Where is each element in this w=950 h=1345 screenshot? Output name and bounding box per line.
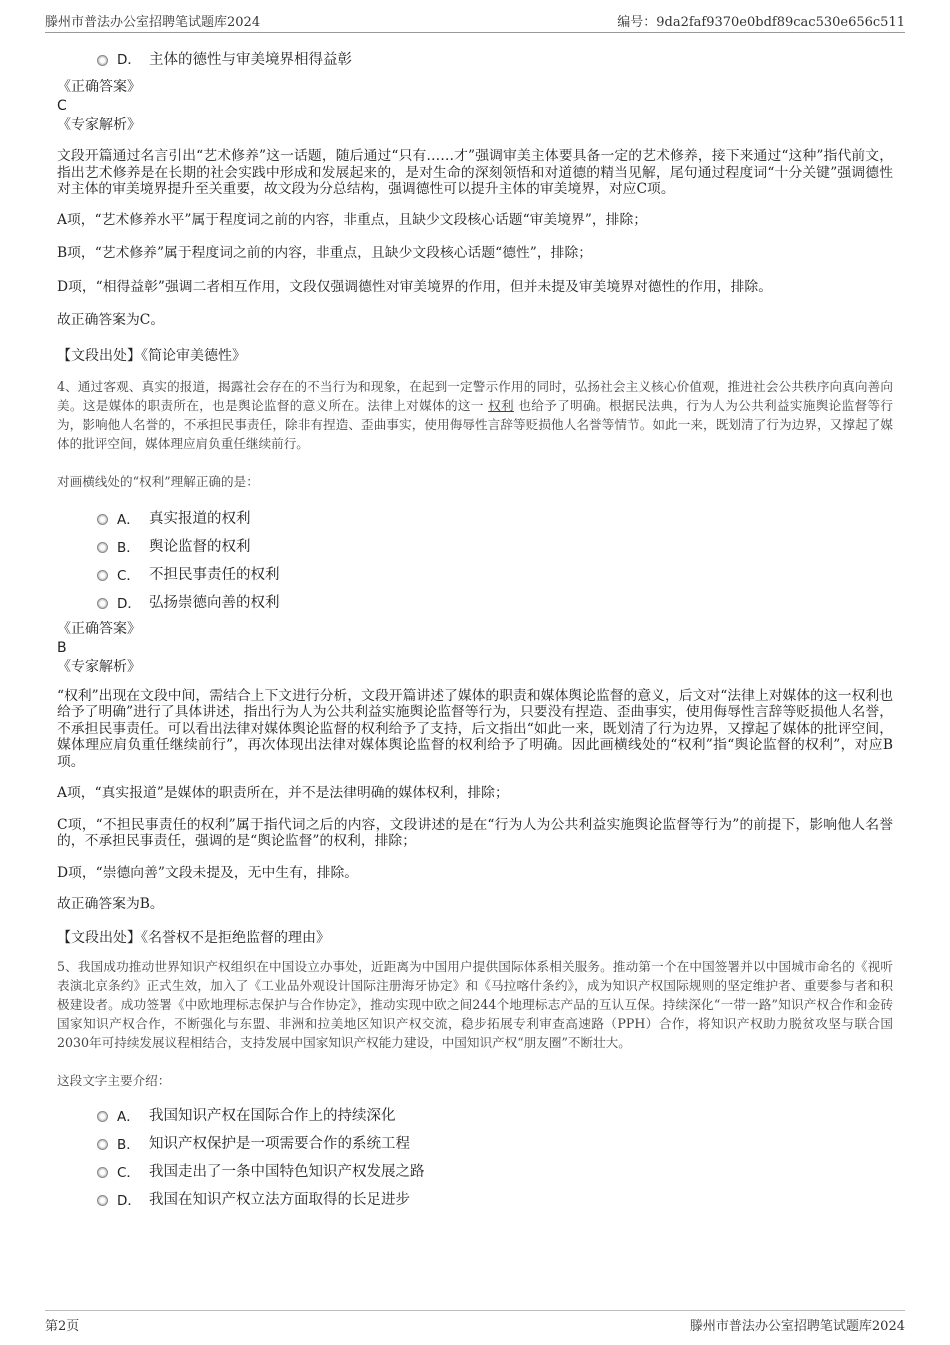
option-letter: C． bbox=[117, 1164, 140, 1181]
option-text: 弘扬崇德向善的权利 bbox=[149, 595, 280, 611]
radio-icon[interactable] bbox=[97, 1195, 108, 1206]
q4-option-d[interactable] bbox=[97, 588, 893, 616]
q4-analysis-a: A项，“真实报道”是媒体的职责所在，并不是法律明确的媒体权利，排除； bbox=[57, 785, 509, 801]
q5-option-c[interactable] bbox=[97, 1157, 893, 1185]
option-text: 主体的德性与审美境界相得益彰 bbox=[149, 51, 352, 68]
q3-analysis: 文段开篇通过名言引出“艺术修养”这一话题，随后通过“只有……才”强调审美主体要具备一定的艺术修养，接下来通过“这种”指代前文，指出艺术修养是在长期的社会实践中形成和发展起来的，是对生命的深刻领悟和对道德的精当见解，尾句通过程度词“十分关键”强调德性对主体的审美境界提升至关重要，故文段为分总结构，强调德性可以提升主体的审美境界，对应C项。 bbox=[57, 148, 893, 197]
q3-option-d[interactable] bbox=[97, 44, 893, 72]
q4-source: 【文段出处】《名誉权不是拒绝监督的理由》 bbox=[57, 929, 330, 946]
q4-options bbox=[97, 504, 893, 616]
q4-option-a[interactable] bbox=[97, 504, 893, 532]
radio-icon[interactable] bbox=[97, 55, 108, 66]
radio-icon[interactable] bbox=[97, 570, 108, 581]
radio-icon[interactable] bbox=[97, 542, 108, 553]
q5-option-a[interactable] bbox=[97, 1101, 893, 1129]
radio-icon[interactable] bbox=[97, 514, 108, 525]
q5-question-text: 5、我国成功推动世界知识产权组织在中国设立办事处，近距离为中国用户提供国际体系相关服务。推动第一个在中国签署并以中国城市命名的《视听表演北京条约》正式生效，加入了《工业品外观设计国际注册海牙协定》和《马拉喀什条约》，成为知识产权国际规则的坚定维护者、重要参与者和积极建设者。成功签署《中欧地理标志保护与合作协定》，推动实现中欧之间244个地理标志产品的互认互保。持续深化“一带一路”知识产权合作和金砖国家知识产权合作，不断强化与东盟、非洲和拉美地区知识产权交流，稳步拓展专利审查高速路（PPH）合作，将知识产权助力脱贫攻坚与联合国2030年可持续发展议程相结合，支持发展中国家知识产权能力建设，中国知识产权“朋友圈”不断壮大。 bbox=[57, 958, 893, 1050]
page-header bbox=[45, 10, 905, 33]
q4-analysis-label: 《专家解析》 bbox=[57, 658, 141, 675]
option-letter: D． bbox=[117, 1192, 141, 1209]
option-text: 我国在知识产权立法方面取得的长足进步 bbox=[149, 1192, 410, 1208]
q4-analysis: “权利”出现在文段中间，需结合上下文进行分析，文段开篇讲述了媒体的职责和媒体舆论监督的意义，后文对“法律上对媒体的这一权利也给予了明确”进行了具体讲述，指出行为人为公共利益实施舆论监督等行为，只要没有捏造、歪曲事实，使用侮辱性言辞等贬损他人名誉，不承担民事责任。可以看出法律对媒体舆论监督的权利给予了支持，后文指出“如此一来，既划清了行为边界，又撑起了媒体的批评空间，媒体理应肩负重任继续前行”，再次体现出法律对媒体舆论监督的权利给予了明确。因此画横线处的“权利”指“舆论监督的权利”，对应B项。 bbox=[57, 687, 893, 770]
footer-title: 滕州市普法办公室招聘笔试题库2024 bbox=[689, 1318, 905, 1334]
q3-options bbox=[97, 44, 893, 72]
q5-option-b[interactable] bbox=[97, 1129, 893, 1157]
option-text: 知识产权保护是一项需要合作的系统工程 bbox=[149, 1136, 410, 1152]
q4-text-before: 4、通过客观、真实的报道，揭露社会存在的不当行为和现象，在起到一定警示作用的同时，弘扬社会主义核心价值观，推进社会公共秩序向真向善向美。这是媒体的职责所在，也是舆论监督的意义所在。法律上对媒体的这一 bbox=[57, 378, 893, 413]
q4-text-after: 也给予了明确。根据民法典，行为人为公共利益实施舆论监督等行为，影响他人名誉的，不承担民事责任，除非有捏造、歪曲事实，使用侮辱性言辞等贬损他人名誉等情节。如此一来，既划清了行为边界，又撑起了媒体的批评空间，媒体理应肩负重任继续前行。 bbox=[57, 397, 893, 451]
q4-question-text bbox=[57, 377, 893, 453]
q4-analysis-c: C项，“不担民事责任的权利”属于指代词之后的内容，文段讲述的是在“行为人为公共利益实施舆论监督等行为”的前提下，影响他人名誉的，不承担民事责任，强调的是“舆论监督”的权利，排除； bbox=[57, 816, 893, 849]
q4-analysis-d: D项，“崇德向善”文段未提及，无中生有，排除。 bbox=[57, 864, 359, 881]
option-text: 真实报道的权利 bbox=[149, 511, 251, 527]
option-text: 我国走出了一条中国特色知识产权发展之路 bbox=[149, 1164, 425, 1180]
q5-ask: 这段文字主要介绍： bbox=[57, 1072, 171, 1088]
q3-source: 【文段出处】《简论审美德性》 bbox=[57, 347, 246, 364]
radio-icon[interactable] bbox=[97, 598, 108, 609]
q4-underlined-term: 权利 bbox=[488, 397, 514, 413]
page-footer bbox=[45, 1310, 905, 1335]
radio-icon[interactable] bbox=[97, 1111, 108, 1122]
option-letter: D． bbox=[117, 52, 141, 68]
radio-icon[interactable] bbox=[97, 1167, 108, 1178]
option-text: 舆论监督的权利 bbox=[149, 539, 251, 555]
q5-option-d[interactable] bbox=[97, 1185, 893, 1213]
option-letter: A． bbox=[117, 511, 140, 528]
option-letter: C． bbox=[117, 567, 140, 584]
radio-icon[interactable] bbox=[97, 1139, 108, 1150]
option-letter: B． bbox=[117, 539, 140, 556]
q5-options bbox=[97, 1101, 893, 1213]
q4-ask: 对画横线处的“权利”理解正确的是： bbox=[57, 473, 259, 489]
option-letter: A． bbox=[117, 1108, 140, 1125]
q4-answer-label: 《正确答案》 bbox=[57, 620, 141, 637]
q3-answer-label: 《正确答案》 bbox=[57, 79, 141, 95]
q3-answer: C bbox=[57, 98, 67, 114]
page-content bbox=[57, 44, 893, 1213]
q3-analysis-d: D项，“相得益彰”强调二者相互作用，文段仅强调德性对审美境界的作用，但并未提及审美境界对德性的作用，排除。 bbox=[57, 278, 773, 295]
q4-conclusion: 故正确答案为B。 bbox=[57, 896, 164, 912]
q4-option-c[interactable] bbox=[97, 560, 893, 588]
header-title: 滕州市普法办公室招聘笔试题库2024 bbox=[45, 15, 261, 30]
q4-option-b[interactable] bbox=[97, 532, 893, 560]
option-text: 我国知识产权在国际合作上的持续深化 bbox=[149, 1108, 396, 1124]
option-text: 不担民事责任的权利 bbox=[149, 567, 280, 583]
option-letter: B． bbox=[117, 1136, 140, 1153]
q4-answer: B bbox=[57, 639, 67, 656]
q3-analysis-label: 《专家解析》 bbox=[57, 117, 141, 133]
page-number: 第2页 bbox=[45, 1318, 80, 1334]
q3-conclusion: 故正确答案为C。 bbox=[57, 312, 165, 328]
q3-analysis-a: A项，“艺术修养水平”属于程度词之前的内容，非重点，且缺少文段核心话题“审美境界”，排除； bbox=[57, 211, 648, 228]
q3-analysis-b: B项，“艺术修养”属于程度词之前的内容，非重点，且缺少文段核心话题“德性”，排除； bbox=[57, 245, 593, 261]
option-letter: D． bbox=[117, 595, 141, 612]
header-serial: 编号：9da2faf9370e0bdf89cac530e656c511 bbox=[617, 15, 905, 30]
